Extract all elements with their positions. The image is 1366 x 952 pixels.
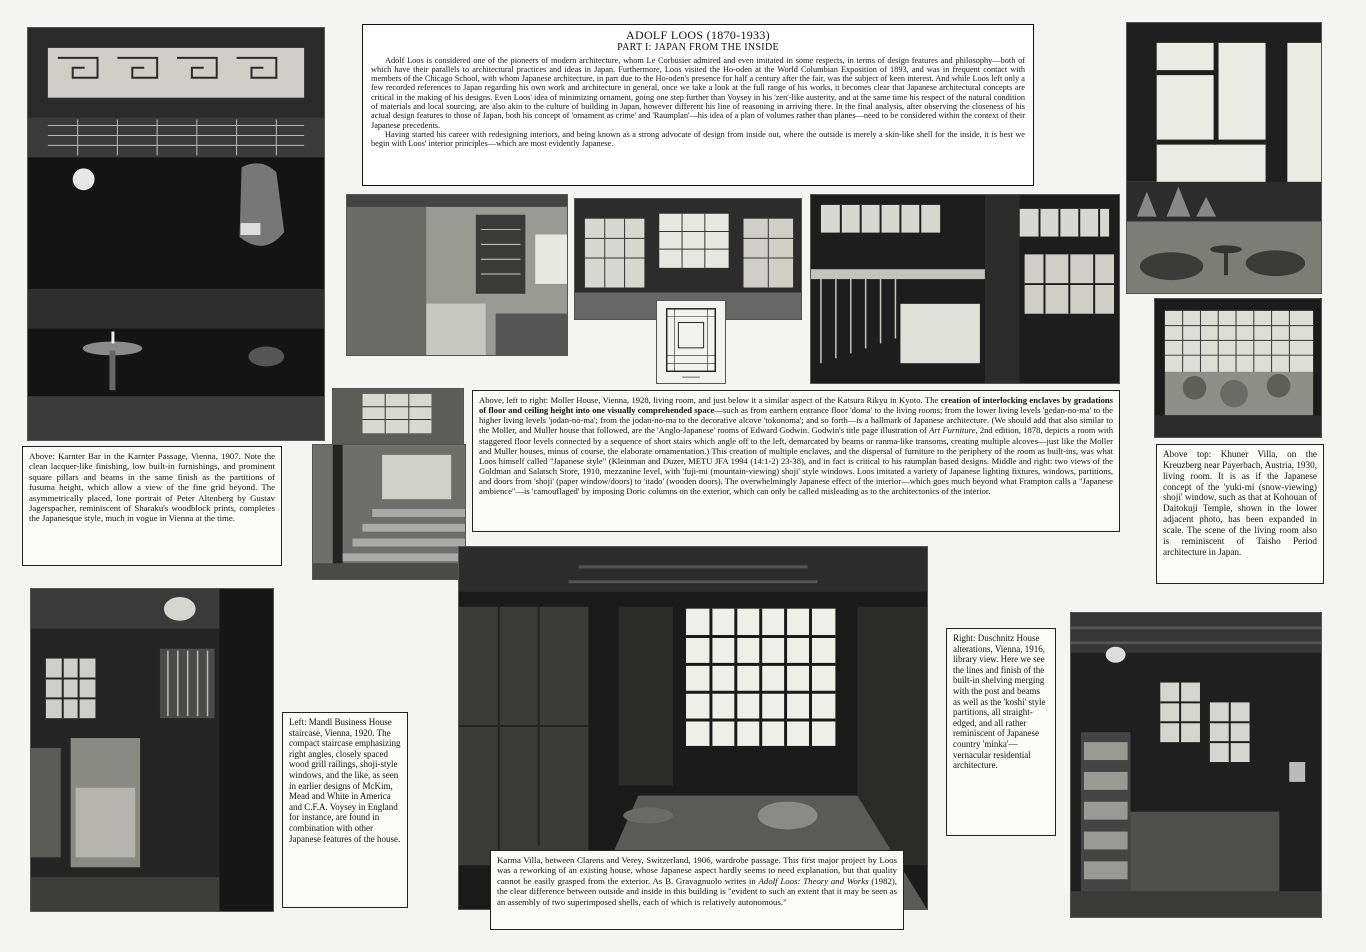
caption-duschnitz-house: Right: Duschnitz House alterations, Vienna, 1916, library view. Here we see the lines and finish of the built-in shelving merging with the post and beams as well as the 'koshi' style partitions, all straight-edged, and all rather reminiscent of Japanese country 'minka'—vernacular residential architecture. — [946, 628, 1056, 836]
caption-moller-book-title: Art Furniture — [929, 425, 976, 436]
page-subtitle: PART I: JAPAN FROM THE INSIDE — [617, 42, 779, 54]
caption-karnter-bar: Above: Karnter Bar in the Karnter Passage, Vienna, 1907. Note the clean lacquer-like finishing, low built-in furnishings, and prominent square pillars and beams in the same finish as the partitions of fusuma height, which allow a view of the fine grid beyond. The asymmetrically placed, lone portrait of Peter Altenberg by Gustav Jagerspacher, reminiscent of Sharaku's woodblock prints, completes the Japanesque style, much in vogue in Vienna at the time. — [22, 446, 282, 566]
photo-moller-house — [346, 194, 568, 356]
caption-karma-part-a: Karma Villa, between Clarens and Verey, Switzerland, 1906, wardrobe passage. This first major project by Loos was a reworking of an existing house, whose Japanese aspect hardly seems to need explanation, but that quality cannot be easily grasped from the exterior. As B. Gravagnuolo writes in — [497, 855, 897, 886]
caption-moller-part-a: Above, left to right: Moller House, Vienna, 1928, living room, and just below it a similar aspect of the Katsura Rikyu in Kyoto. The — [479, 395, 941, 405]
caption-mandl-staircase: Left: Mandl Business House staircase, Vienna, 1920. The compact staircase emphasizing right angles, closely spaced wood grill railings, shoji-style windows, and the like, as seen in earlier designs of McKim, Mead and White in America and C.F.A. Voysey in England for instance, are found in combination with other Japanese features of the house. — [282, 712, 408, 908]
photo-goldman-salatsch — [810, 194, 1120, 384]
photo-karnter-bar — [27, 27, 325, 441]
photo-kohouan-daitokuji — [1154, 298, 1322, 438]
caption-khuner-villa: Above top: Khuner Villa, on the Kreuzberg near Payerbach, Austria, 1930, living room. It is as if the Japanese concept of the 'yuki-mi (snow-viewing) shoji' window, such as that at Kohouan of Daitokuji Temple, shown in the lower adjacent photo, has been expanded in scale. The scene of the living room also is reminiscent of Taisho Period architecture in Japan. — [1156, 444, 1324, 584]
photo-mandl-staircase — [30, 588, 274, 912]
drawing-katsura-window — [656, 300, 726, 384]
caption-moller-emphasis: creation of interlocking enclaves by gradations of floor and ceiling height into one visually comprehended space — [479, 395, 1113, 416]
intro-text-box — [362, 24, 1034, 186]
caption-karma-book-title: Adolf Loos: Theory and Works — [758, 875, 869, 886]
photo-khuner-villa — [1126, 22, 1322, 294]
caption-karma-villa — [490, 850, 904, 930]
caption-moller-part-c: , 2nd edition, 1878, depicts a room with staggered floor levels connected by a sequence of short stairs which angle off to the left, demarcated by beams or ranma-like transoms, creating multiple alcoves—just like the Moller and Muller houses, minus of course, the elaborate ornamentation.) This creation of multiple enclaves, and the dispersal of furniture to the periphery of the room as built-ins, was what Loos himself called "Japanese style" (Kleinman and Duzer, METU JFA 1994 (14:1-2) 23-38), and in fact is critical to his raumplan based designs. Middle and right: two views of the Goldman and Salatsch Store, 1910, mezzanine level, with 'fuji-mi (mountain-viewing) shoji' style windows. Loos imitated a variety of Japanese lighting fixtures, windows, partitions, and doors from 'shoji' (paper window/doors) to 'itado' (wooden doors). The overwhelmingly Japanese effect of the interior—which goes much beyond what Frampton calls a "Japanese ambience"—is 'camouflaged' by imposing Doric columns on the exterior, which can only be called misleading as to the architectonics of the interior. — [479, 425, 1113, 497]
page-title: ADOLF LOOS (1870-1933) — [626, 28, 770, 42]
photo-katsura-stairs — [312, 444, 466, 580]
caption-karma-part-b: (1982), the clear difference between outside and inside in this building is "evident to such an extent that it may be seen as an assembly of two superimposed shells, each of which is relatively autonomous." — [497, 875, 897, 907]
photo-duschnitz-library — [1070, 612, 1322, 918]
intro-paragraph-2: Having started his career with redesigning interiors, and being known as a strong advocate of design from inside out, where the outside is merely a skin-like shell for the inside, it is best we begin with Loos' interior principles—which are most evidently Japanese. — [371, 129, 1025, 149]
caption-moller-goldman — [472, 390, 1120, 532]
intro-paragraph-1: Adolf Loos is considered one of the pioneers of modern architecture, whom Le Corbusier admired and even imitated in some respects, in terms of design features and philosophy—both of which have their parallels to architectural practices and ideas in Japan. Furthermore, Loos visited the Ho-oden at the World Columbian Exposition of 1893, and was in frequent contact with members of the Chicago School, with whom Japanese architecture, in part due to the Ho-oden's presence for half a century after the fair, was the subject of keen interest. And while Loos left only a few recorded references to Japan regarding his own work and architecture in general, once we take a look at the full range of his works, it becomes clear that Japanese architectural concepts are critical in the making of his designs. Even Loos' idea of minimizing ornament, going one step further than Voysey in his 'zen'-like austerity, and at the same time his respect of the natural condition of materials and local sourcing, are also akin to the culture of building in Japan, however different his line of reasoning in arriving there. In the final analysis, after observing the closeness of his actual design features to those of Japan, both his concept of 'ornament as crime' and 'Raumplan'—his idea of a plan of volumes rather than planes—need to be considered within the context of their Japanese precedents. — [371, 55, 1025, 130]
caption-moller-part-b: —such as from earthern entrance floor 'doma' to the living rooms; from the lower living levels 'gedan-no-ma' to the higher living levels 'jodan-no-ma'; from the jodan-no-ma to the decorative alcove 'tokonoma'; and so forth—is a hallmark of Japanese architecture. (We should add that also similar to the Moller, and Muller house that followed, are the 'Anglo-Japanese' rooms of Edward Godwin. Godwin's title page illustration of — [479, 405, 1113, 436]
